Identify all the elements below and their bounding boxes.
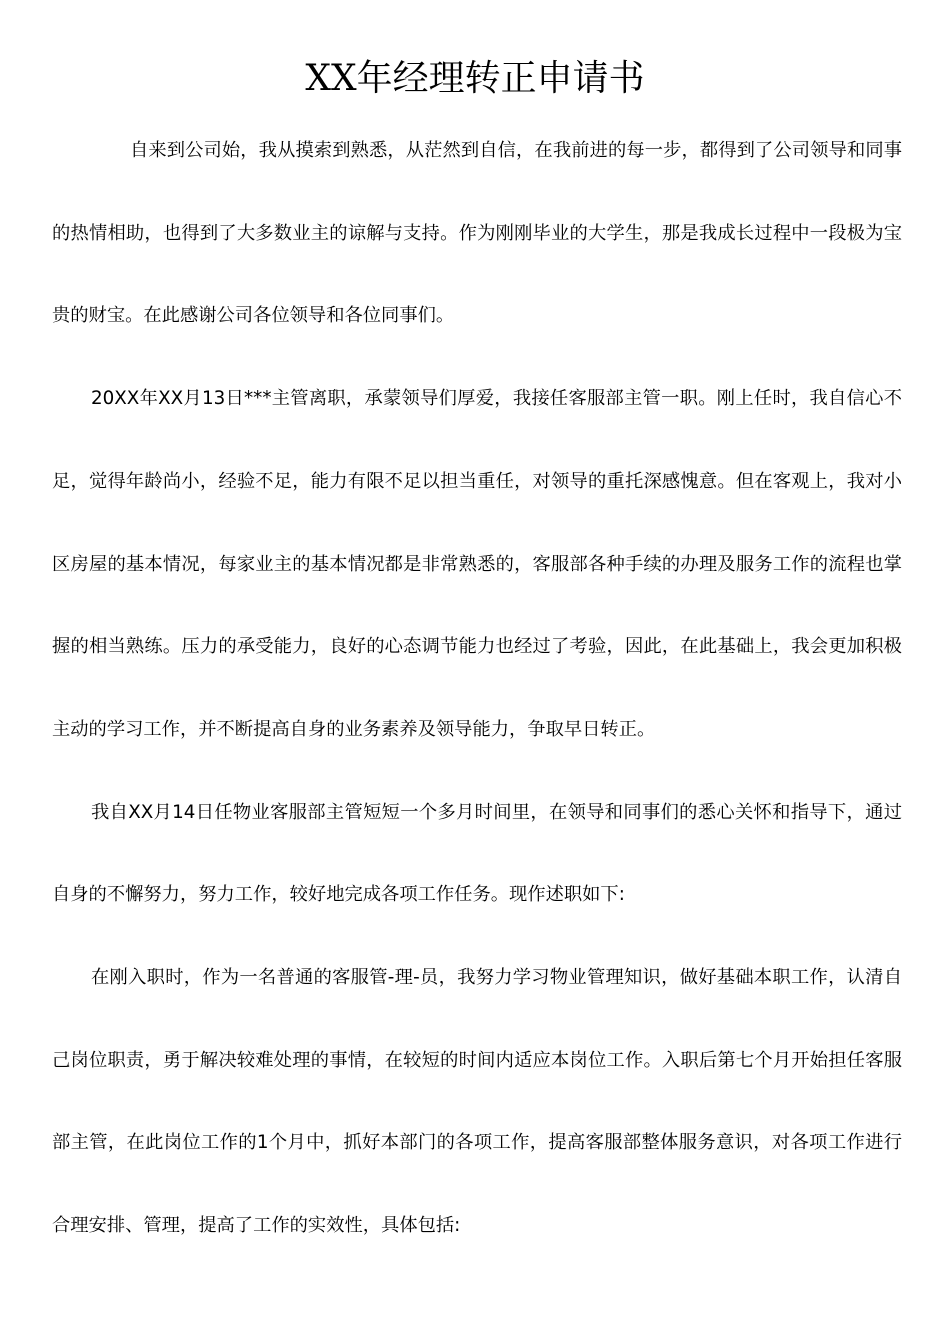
document-body (52, 110, 902, 1268)
paragraph-intro: 自来到公司始，我从摸索到熟悉，从茫然到自信，在我前进的每一步，都得到了公司领导和同事的热情相助，也得到了大多数业主的谅解与支持。作为刚刚毕业的大学生，那是我成长过程中一段极为宝贵的财宝。在此感谢公司各位领导和各位同事们。 (52, 140, 902, 327)
paragraph-duties: 在刚入职时，作为一名普通的客服管-理-员，我努力学习物业管理知识，做好基础本职工作，认清自己岗位职责，勇于解决较难处理的事情，在较短的时间内适应本岗位工作。入职后第七个月开始担任客服部主管，在此岗位工作的1个月中，抓好本部门的各项工作，提高客服部整体服务意识，对各项工作进行合理安排、管理，提高了工作的实效性，具体包括: (52, 967, 902, 1237)
document-title: XX年经理转正申请书 (305, 58, 645, 99)
paragraph-summary: 我自XX月14日任物业客服部主管短短一个多月时间里，在领导和同事们的悉心关怀和指导下，通过自身的不懈努力，努力工作，较好地完成各项工作任务。现作述职如下: (52, 801, 902, 906)
paragraph-appointment: 20XX年XX月13日***主管离职，承蒙领导们厚爱，我接任客服部主管一职。刚上任时，我自信心不足，觉得年龄尚小，经验不足，能力有限不足以担当重任，对领导的重托深感愧意。但在客观上，我对小区房屋的基本情况，每家业主的基本情况都是非常熟悉的，客服部各种手续的办理及服务工作的流程也掌握的相当熟练。压力的承受能力，良好的心态调节能力也经过了考验，因此，在此基础上，我会更加积极主动的学习工作，并不断提高自身的业务素养及领导能力，争取早日转正。 (52, 388, 902, 740)
